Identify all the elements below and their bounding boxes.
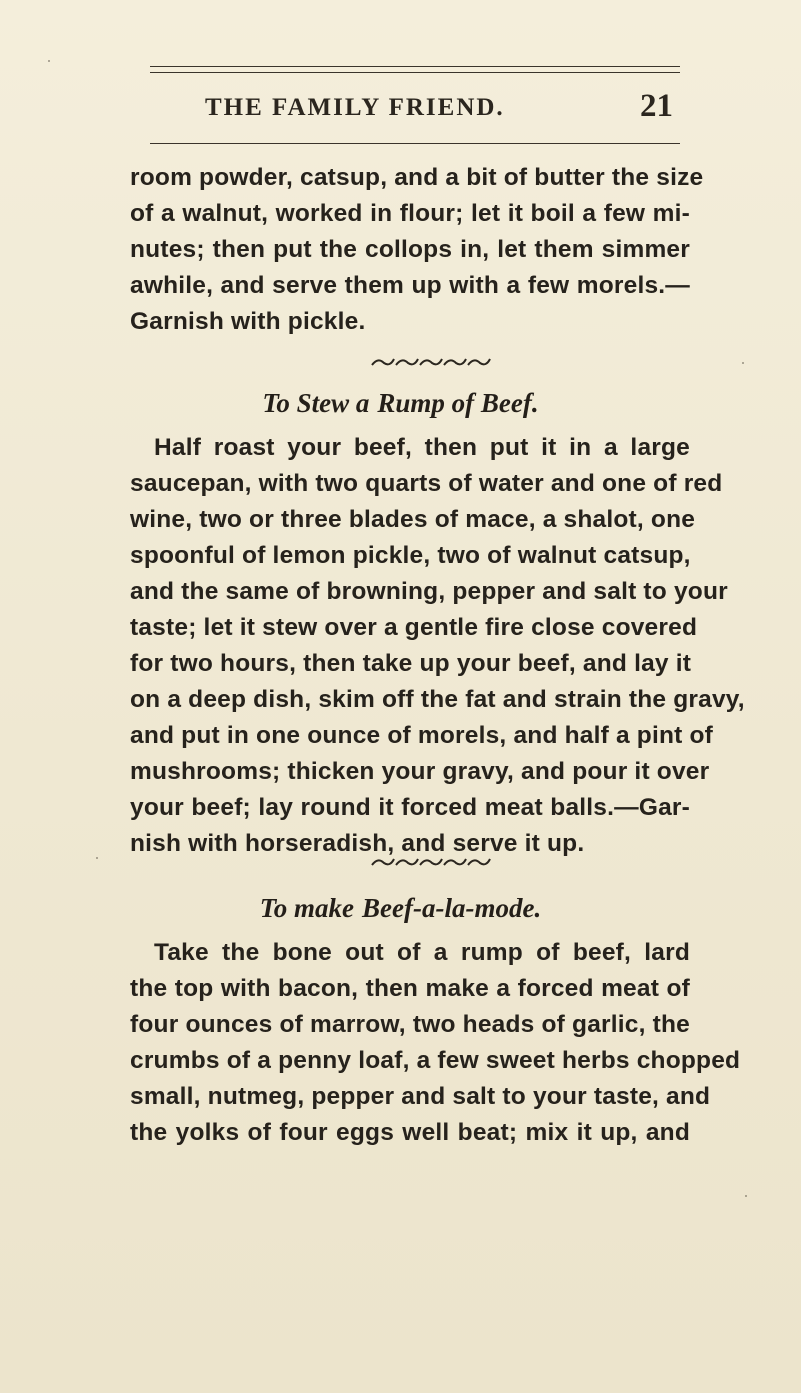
text-line: nish with horseradish, and serve it up. — [130, 830, 585, 857]
recipe-heading-beef-a-la-mode — [0, 893, 801, 924]
header-rule-top — [150, 66, 680, 67]
ornament-squiggle-icon — [370, 855, 500, 869]
text-line: of a walnut, worked in flour; let it boil a few mi- — [130, 200, 690, 227]
text-line: room powder, catsup, and a bit of butter the size — [130, 164, 704, 191]
text-line: nutes; then put the collops in, let them simmer — [130, 236, 690, 263]
text-line: on a deep dish, skim off the fat and strain the gravy, — [130, 686, 745, 713]
text-line: Half roast your beef, then put it in a large — [154, 434, 690, 461]
text-line: saucepan, with two quarts of water and one of red — [130, 470, 723, 497]
paper-speck — [742, 362, 744, 364]
heading-prefix: To make — [259, 893, 355, 923]
text-line: the top with bacon, then make a forced meat of — [130, 975, 690, 1002]
text-line: for two hours, then take up your beef, and lay it — [130, 650, 692, 677]
heading-main: Rump of Beef. — [377, 388, 539, 418]
text-line: small, nutmeg, pepper and salt to your taste, and — [130, 1083, 711, 1110]
text-line: four ounces of marrow, two heads of garlic, the — [130, 1011, 690, 1038]
recipe-heading-stew-rump — [0, 388, 801, 419]
text-line: Garnish with pickle. — [130, 308, 366, 335]
text-line: wine, two or three blades of mace, a shalot, one — [130, 506, 696, 533]
paper-speck — [96, 857, 98, 859]
text-line: your beef; lay round it forced meat balls.—Gar- — [130, 794, 690, 821]
page-number: 21 — [640, 88, 673, 124]
text-line: Take the bone out of a rump of beef, lard — [154, 939, 690, 966]
text-line: crumbs of a penny loaf, a few sweet herbs chopped — [130, 1047, 741, 1074]
heading-prefix: To Stew a — [262, 388, 370, 418]
text-line: mushrooms; thicken your gravy, and pour it over — [130, 758, 710, 785]
recipe-mode-paragraph — [130, 935, 741, 1151]
ornament-squiggle-icon — [370, 355, 500, 369]
running-head-title: THE FAMILY FRIEND. — [205, 94, 505, 121]
text-line: awhile, and serve them up with a few morels.— — [130, 272, 690, 299]
header-rule-bottom — [150, 143, 680, 144]
continuation-paragraph — [130, 160, 704, 340]
text-line: and put in one ounce of morels, and half a pint of — [130, 722, 714, 749]
heading-main: Beef-a-la-mode. — [362, 893, 542, 923]
ornament-divider — [370, 355, 500, 369]
paper-speck — [48, 60, 50, 62]
paper-speck — [745, 1195, 747, 1197]
text-line: taste; let it stew over a gentle fire close covered — [130, 614, 698, 641]
text-line: and the same of browning, pepper and salt to your — [130, 578, 728, 605]
text-line: the yolks of four eggs well beat; mix it up, and — [130, 1119, 690, 1146]
ornament-divider — [370, 855, 500, 869]
text-line: spoonful of lemon pickle, two of walnut catsup, — [130, 542, 691, 569]
recipe-stew-paragraph — [130, 430, 745, 862]
header-rule-second — [150, 72, 680, 73]
